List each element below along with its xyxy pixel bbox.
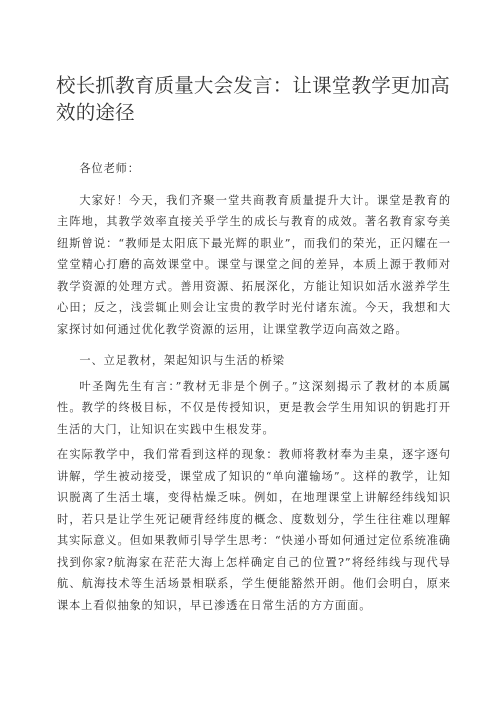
document-title: 校长抓教育质量大会发言：让课堂教学更加高效的途径 <box>56 74 451 124</box>
section-heading: 一、立足教材，架起知识与生活的桥梁 <box>79 354 285 367</box>
intro-paragraph: 大家好！今天，我们齐聚一堂共商教育质量提升大计。课堂是教育的主阵地，其教学效率直接关乎学生的成长与教育的成效。著名教育家夸美纽斯曾说：“教师是太阳底下最光辉的职业”，而我们的荣光，正闪耀在一堂堂精心打磨的高效课堂中。课堂与课堂之间的差异，本质上源于教师对教学资源的处理方式。善用资源、拓展深化，方能让知识如活水滋养学生心田；反之，浅尝辄止则会让宝贵的教学时光付诸东流。今天，我想和大家探讨如何通过优化教学资源的运用，让课堂教学迈向高效之路。 <box>57 193 451 336</box>
document-body <box>57 158 451 616</box>
quote-paragraph: 叶圣陶先生有言：”教材无非是个例子。”这深刻揭示了教材的本质属性。教学的终极目标，不仅是传授知识，更是教会学生用知识的钥匙打开生活的大门，让知识在实践中生根发芽。 <box>57 379 451 436</box>
greeting: 各位老师： <box>79 162 140 175</box>
example-paragraph: 在实际教学中，我们常看到这样的现象：教师将教材奉为圭臬，逐字逐句讲解，学生被动接受，课堂成了知识的“单向灌输场”。这样的教学，让知识脱离了生活土壤，变得枯燥乏味。例如，在地理课堂上讲解经纬线知识时，若只是让学生死记硬背经纬度的概念、度数划分，学生往往难以理解其实际意义。但如果教师引导学生思考：“快递小哥如何通过定位系统准确找到你家?航海家在茫茫大海上怎样确定自己的位置?”将经纬线与现代导航、航海技术等生活场景相联系，学生便能豁然开朗。他们会明白，原来课本上看似抽象的知识，早已渗透在日常生活的方方面面。 <box>57 448 451 612</box>
